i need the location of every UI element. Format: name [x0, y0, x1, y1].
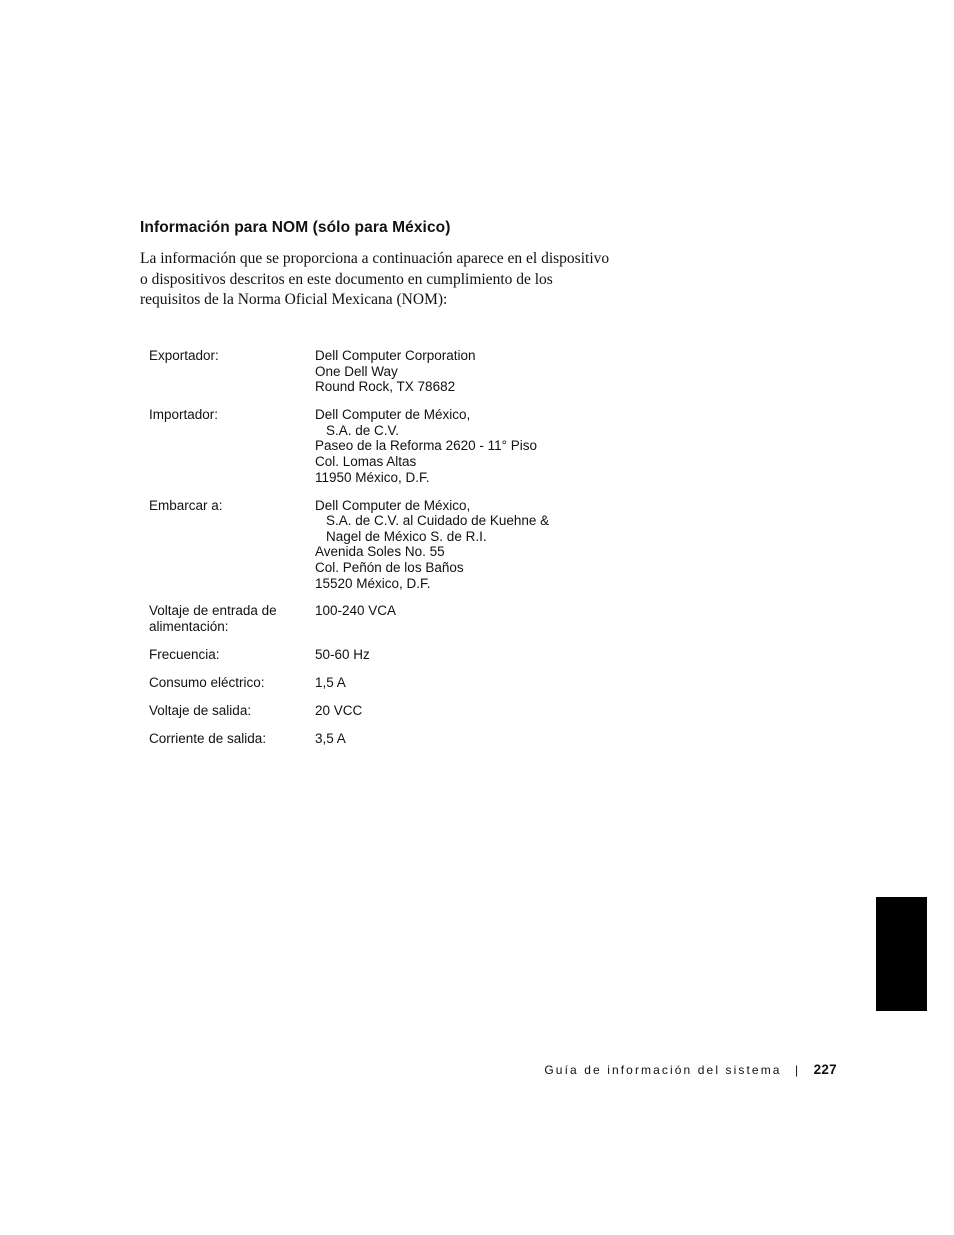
- spec-value: [315, 348, 476, 395]
- spec-value: [315, 647, 370, 663]
- spec-value: [315, 675, 346, 691]
- spec-row-embarcar: [149, 498, 609, 592]
- spec-row-consumo: [149, 675, 609, 691]
- spec-row-corriente-salida: [149, 731, 609, 747]
- spec-value: [315, 407, 537, 485]
- spec-value-line: 20 VCC: [315, 703, 363, 719]
- spec-value-line: One Dell Way: [315, 363, 398, 379]
- page-footer: [544, 1062, 837, 1077]
- spec-value-line: 1,5 A: [315, 675, 346, 691]
- spec-value-line: Dell Computer Corporation: [315, 348, 476, 363]
- spec-label: [149, 603, 315, 634]
- spec-value-line: 50-60 Hz: [315, 647, 370, 663]
- spec-label: [149, 407, 315, 485]
- spec-label: [149, 647, 315, 663]
- spec-label: [149, 731, 315, 747]
- spec-value-line: Dell Computer de México,: [315, 407, 471, 423]
- footer-separator: |: [795, 1063, 799, 1077]
- page-number: 227: [813, 1062, 837, 1077]
- spec-value: [315, 498, 549, 592]
- section-heading: Información para NOM (sólo para México): [140, 219, 451, 236]
- spec-row-voltaje-salida: [149, 703, 609, 719]
- spec-row-voltaje-entrada: [149, 603, 609, 634]
- spec-value: [315, 731, 346, 747]
- section-tab-marker: [876, 897, 927, 1011]
- spec-label-line: Voltaje de salida:: [149, 703, 252, 719]
- spec-value-line: Paseo de la Reforma 2620 - 11° Piso: [315, 438, 538, 454]
- spec-row-frecuencia: [149, 647, 609, 663]
- spec-label-line: alimentación:: [149, 619, 229, 635]
- spec-value-line: Col. Lomas Altas: [315, 453, 417, 469]
- nom-spec-table: [149, 348, 609, 759]
- spec-label-line: Voltaje de entrada de: [149, 603, 277, 619]
- spec-value: [315, 703, 362, 719]
- spec-value-line: Round Rock, TX 78682: [315, 379, 456, 395]
- spec-label-line: Frecuencia:: [149, 647, 220, 663]
- spec-value-line: 11950 México, D.F.: [315, 469, 430, 485]
- intro-line: o dispositivos descritos en este documento en cumplimiento de los: [140, 270, 553, 288]
- spec-value-line: Dell Computer de México,: [315, 497, 471, 513]
- spec-value-line: 100-240 VCA: [315, 603, 397, 619]
- spec-label: [149, 675, 315, 691]
- spec-label: [149, 348, 315, 395]
- spec-value-line: S.A. de C.V. al Cuidado de Kuehne &: [326, 513, 550, 529]
- spec-label-line: Corriente de salida:: [149, 731, 267, 747]
- spec-label-line: Exportador:: [149, 348, 219, 363]
- spec-value: [315, 603, 396, 634]
- spec-label: [149, 703, 315, 719]
- intro-line: La información que se proporciona a continuación aparece en el dispositivo: [140, 250, 610, 267]
- spec-value-line: 3,5 A: [315, 731, 346, 747]
- spec-value-line: S.A. de C.V.: [326, 422, 400, 438]
- intro-line: requisitos de la Norma Oficial Mexicana (NOM):: [140, 291, 448, 308]
- spec-label: [149, 498, 315, 592]
- footer-guide-title: Guía de información del sistema: [544, 1063, 782, 1077]
- spec-value-line: Nagel de México S. de R.I.: [326, 528, 487, 544]
- spec-label-line: Consumo eléctrico:: [149, 675, 265, 691]
- spec-row-importador: [149, 407, 609, 485]
- spec-value-line: Avenida Soles No. 55: [315, 544, 445, 560]
- spec-label-line: Importador:: [149, 407, 219, 423]
- spec-label-line: Embarcar a:: [149, 497, 223, 513]
- spec-value-line: 15520 México, D.F.: [315, 575, 431, 591]
- intro-paragraph: [140, 249, 640, 311]
- spec-row-exportador: [149, 348, 609, 395]
- spec-value-line: Col. Peñón de los Baños: [315, 559, 464, 575]
